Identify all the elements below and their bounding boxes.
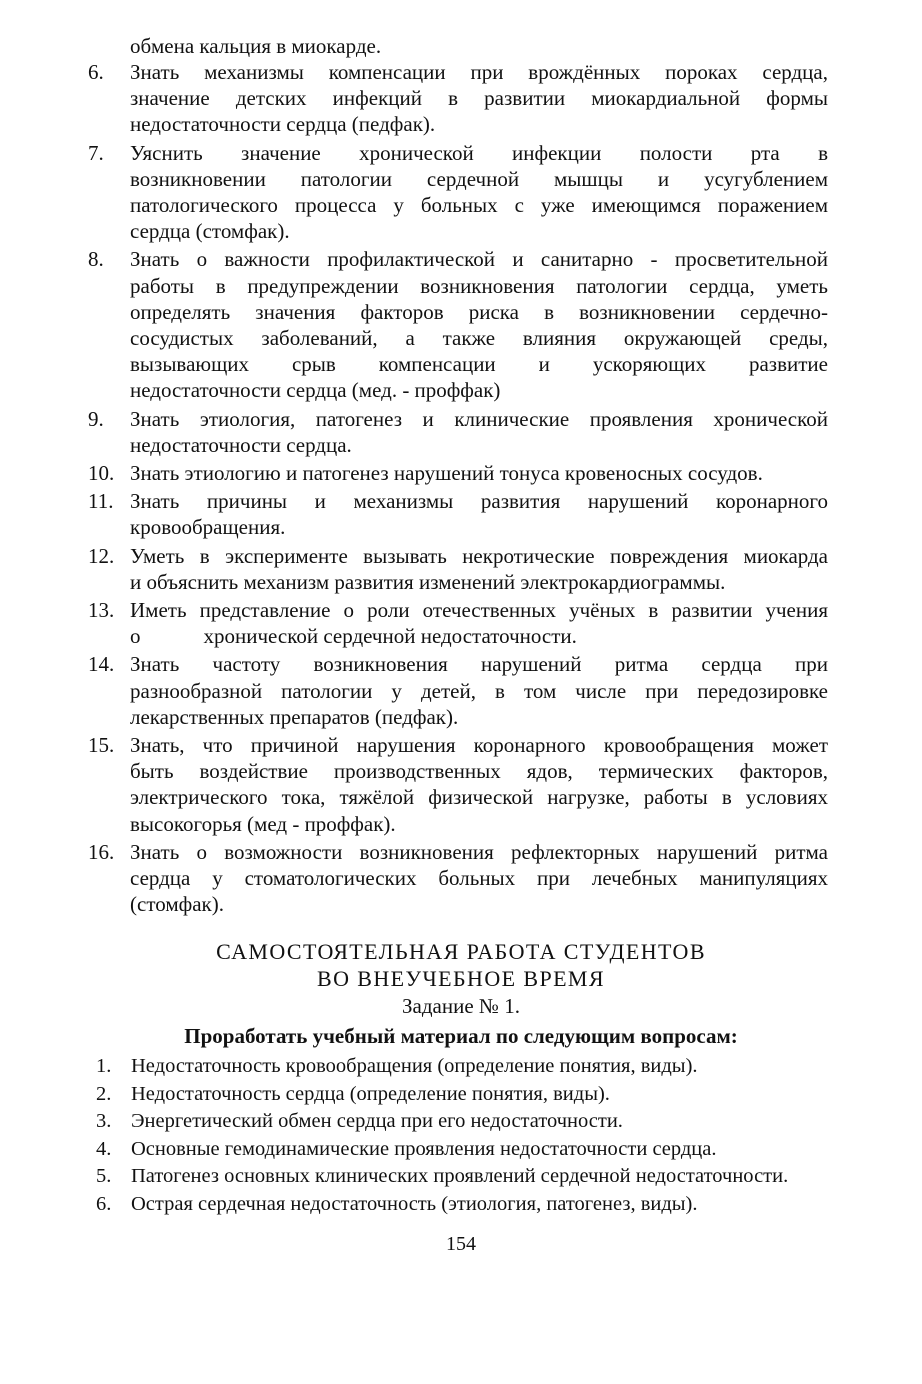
objective-text-line: о хронической сердечной недостаточности. (130, 624, 577, 649)
objective-text-line: Знать этиологию и патогенез нарушений тонуса кровеносных сосудов. (130, 461, 763, 486)
objective-text (130, 732, 828, 837)
section-title-line-1: САМОСТОЯТЕЛЬНАЯ РАБОТА СТУДЕНТОВ (216, 939, 706, 964)
objective-text (130, 406, 828, 458)
objective-item (0, 460, 922, 486)
objective-text-line: лекарственных препаратов (педфак). (130, 704, 459, 729)
objective-number: 15. (88, 733, 115, 758)
task-number: Задание № 1. (402, 994, 520, 1018)
objective-number: 10. (88, 461, 115, 486)
objective-text-line: Знать механизмы компенсации при врождённых пороках сердца, (130, 60, 828, 84)
objective-text-line: Знать о важности профилактической и санитарно - просветительной (130, 247, 828, 272)
objective-text (130, 246, 828, 403)
question-number: 5. (96, 1165, 112, 1188)
questions-list (0, 1053, 922, 1219)
objective-text-line: недостаточности сердца (педфак). (130, 112, 436, 137)
objective-text-line: Знать частоту возникновения нарушений ритма сердца при (130, 652, 828, 677)
objective-text (130, 597, 828, 649)
objective-item (0, 651, 922, 730)
page-number: 154 (446, 1233, 476, 1255)
independent-work-section (0, 938, 922, 1049)
objectives-list (0, 59, 922, 920)
question-text: Недостаточность сердца (определение понятия, виды). (131, 1082, 610, 1105)
question-text: Патогенез основных клинических проявлений сердечной недостаточности. (131, 1165, 789, 1188)
objective-text (130, 460, 828, 486)
question-text: Острая сердечная недостаточность (этиология, патогенез, виды). (131, 1192, 698, 1215)
objective-text-line: недостаточности сердца (мед. - проффак) (130, 378, 501, 403)
question-number: 3. (96, 1110, 112, 1133)
objective-text (130, 488, 828, 540)
objective-text-line: Знать причины и механизмы развития нарушений коронарного (130, 489, 828, 514)
objective-text-line: сердца (стомфак). (130, 219, 290, 244)
objective-item (0, 597, 922, 649)
objective-text-line: возникновении патологии сердечной мышцы и усугублением (130, 166, 828, 191)
objective-number: 9. (88, 406, 104, 431)
objective-text-line: Знать о возможности возникновения рефлекторных нарушений ритма (130, 839, 828, 864)
objective-number: 14. (88, 652, 115, 677)
question-item (0, 1163, 922, 1191)
objective-number: 12. (88, 543, 115, 568)
question-item (0, 1053, 922, 1081)
objective-item (0, 839, 922, 918)
objective-text (130, 839, 828, 918)
objective-text-line: Иметь представление о роли отечественных учёных в развитии учения (130, 598, 828, 623)
question-text: Основные гемодинамические проявления недостаточности сердца. (131, 1137, 717, 1160)
objective-text-line: и объяснить механизм развития изменений электрокардиограммы. (130, 569, 726, 594)
objective-text-line: кровообращения. (130, 515, 286, 540)
task-heading: Проработать учебный материал по следующим вопросам: (184, 1024, 738, 1048)
objective-text-line: недостаточности сердца. (130, 432, 352, 457)
objective-item (0, 488, 922, 540)
objective-text-line: Уметь в эксперименте вызывать некротические повреждения миокарда (130, 543, 828, 568)
objective-text-line: Знать, что причиной нарушения коронарного кровообращения может (130, 733, 828, 758)
objective-item (0, 406, 922, 458)
objective-text-line: патологического процесса у больных с уже имеющимся поражением (130, 193, 828, 218)
objective-text (130, 140, 828, 245)
objective-text-line: сердца у стоматологических больных при лечебных манипуляциях (130, 866, 828, 891)
objective-item (0, 246, 922, 403)
objective-text-line: высокогорья (мед - проффак). (130, 811, 396, 836)
question-number: 6. (96, 1192, 112, 1215)
continuation-line: обмена кальция в миокарде. (130, 34, 382, 58)
question-text: Энергетический обмен сердца при его недостаточности. (131, 1110, 623, 1133)
question-item (0, 1081, 922, 1109)
objective-text (130, 543, 828, 595)
objective-text-line: значение детских инфекций в развитии миокардиальной формы (130, 86, 828, 111)
question-item (0, 1108, 922, 1136)
objective-item (0, 543, 922, 595)
objective-text-line: Уяснить значение хронической инфекции полости рта в (130, 140, 828, 165)
objective-text (130, 59, 828, 138)
question-number: 1. (96, 1055, 112, 1077)
objective-text-line: определять значения факторов риска в возникновении сердечно- (130, 299, 828, 324)
question-number: 2. (96, 1082, 112, 1105)
objective-text-line: (стомфак). (130, 892, 224, 917)
objective-text-line: вызывающих срыв компенсации и ускоряющих развитие (130, 352, 828, 377)
objective-number: 7. (88, 140, 104, 165)
objective-item (0, 59, 922, 138)
objective-text-line: быть воздействие производственных ядов, термических факторов, (130, 759, 828, 784)
objective-number: 13. (88, 598, 115, 623)
objective-number: 8. (88, 247, 104, 272)
question-item (0, 1136, 922, 1164)
objective-text-line: Знать этиология, патогенез и клинические проявления хронической (130, 406, 828, 431)
section-title-line-2: ВО ВНЕУЧЕБНОЕ ВРЕМЯ (317, 966, 605, 991)
objective-item (0, 732, 922, 837)
objective-text-line: работы в предупреждении возникновения патологии сердца, уметь (130, 273, 828, 298)
objective-number: 6. (88, 60, 104, 84)
objective-text-line: разнообразной патологии у детей, в том числе при передозировке (130, 678, 828, 703)
question-number: 4. (96, 1137, 112, 1160)
objective-number: 11. (88, 489, 114, 514)
objective-text-line: электрического тока, тяжёлой физической нагрузке, работы в условиях (130, 785, 828, 810)
objective-number: 16. (88, 839, 115, 864)
objective-item (0, 140, 922, 245)
question-text: Недостаточность кровообращения (определение понятия, виды). (131, 1055, 698, 1077)
question-item (0, 1191, 922, 1219)
objective-text (130, 651, 828, 730)
objective-text-line: сосудистых заболеваний, а также влияния окружающей среды, (130, 326, 828, 351)
